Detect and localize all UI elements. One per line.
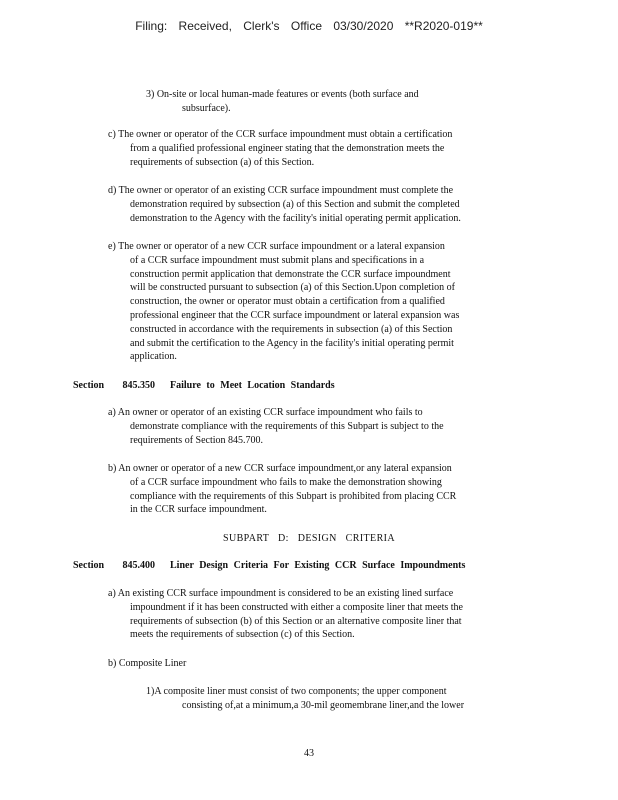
text-line: demonstration required by subsection (a) of this Section and submit the completed [130, 198, 460, 210]
section-845-400-heading [73, 559, 465, 573]
text-line: construction permit application that demonstrate the CCR surface impoundment [130, 268, 451, 280]
text-line: b) Composite Liner [108, 658, 187, 669]
text-line: constructed in accordance with the requirements in subsection (a) of this Section [130, 323, 453, 335]
text-line: subsurface). [182, 102, 231, 114]
text-line: b) An owner or operator of a new CCR surface impoundment,or any lateral expansion [108, 463, 452, 474]
text-line: from a qualified professional engineer stating that the demonstration meets the [130, 142, 445, 154]
section-number: 845.350 [122, 380, 155, 391]
text-line: compliance with the requirements of this Subpart is prohibited from placing CCR [130, 490, 457, 502]
text-line: application. [130, 351, 177, 363]
paragraph-400-b [108, 657, 308, 671]
text-line: requirements of subsection (b) of this Section or an alternative composite liner that [130, 615, 462, 627]
filing-header: Filing: Received, Clerk's Office 03/30/2020 **R2020-019** [135, 19, 483, 33]
section-title: Liner Design Criteria For Existing CCR Surface Impoundments [170, 560, 466, 571]
text-line: and submit the certification to the Agency in the facility's initial operating permit [130, 337, 454, 349]
text-line: c) The owner or operator of the CCR surface impoundment must obtain a certification [108, 129, 453, 140]
paragraph-400-b1 [146, 685, 526, 713]
section-label: Section [73, 380, 105, 391]
paragraph-350-a [108, 406, 528, 447]
text-line: demonstrate compliance with the requirements of this Subpart is subject to the [130, 420, 444, 432]
text-line: requirements of Section 845.700. [130, 434, 264, 446]
text-line: 1)A composite liner must consist of two components; the upper component [146, 686, 447, 697]
subpart-heading: SUBPART D: DESIGN CRITERIA [223, 533, 395, 544]
text-line: will be constructed pursuant to subsection (a) of this Section.Upon completion of [130, 282, 455, 294]
page-number: 43 [304, 748, 314, 759]
text-line: of a CCR surface impoundment must submit plans and specifications in a [130, 254, 425, 266]
paragraph-d [108, 184, 540, 225]
section-number: 845.400 [122, 560, 155, 571]
text-line: professional engineer that the CCR surface impoundment or lateral expansion was [130, 309, 460, 321]
text-line: meets the requirements of subsection (c) of this Section. [130, 629, 355, 641]
text-line: construction, the owner or operator must obtain a certification from a qualified [130, 296, 445, 308]
text-line: consisting of,at a minimum,a 30-mil geomembrane liner,and the lower [182, 699, 465, 711]
paragraph-350-b [108, 462, 540, 517]
text-line: a) An existing CCR surface impoundment is considered to be an existing lined surface [108, 588, 454, 599]
text-line: in the CCR surface impoundment. [130, 504, 267, 516]
text-line: e) The owner or operator of a new CCR surface impoundment or a lateral expansion [108, 241, 445, 252]
section-845-350-heading [73, 379, 335, 393]
text-line: d) The owner or operator of an existing CCR surface impoundment must complete the [108, 185, 454, 196]
text-line: requirements of subsection (a) of this Section. [130, 156, 315, 168]
section-title: Failure to Meet Location Standards [170, 380, 335, 391]
text-line: impoundment if it has been constructed with either a composite liner that meets the [130, 601, 463, 613]
text-line: of a CCR surface impoundment who fails to make the demonstration showing [130, 476, 442, 488]
paragraph-item-3 [146, 88, 476, 116]
section-label: Section [73, 560, 105, 571]
text-line: 3) On-site or local human-made features or events (both surface and [146, 89, 419, 100]
paragraph-c [108, 128, 528, 169]
text-line: demonstration to the Agency with the facility's initial operating permit application. [130, 212, 461, 224]
paragraph-e [108, 240, 540, 364]
text-line: a) An owner or operator of an existing CCR surface impoundment who fails to [108, 407, 423, 418]
paragraph-400-a [108, 587, 544, 642]
